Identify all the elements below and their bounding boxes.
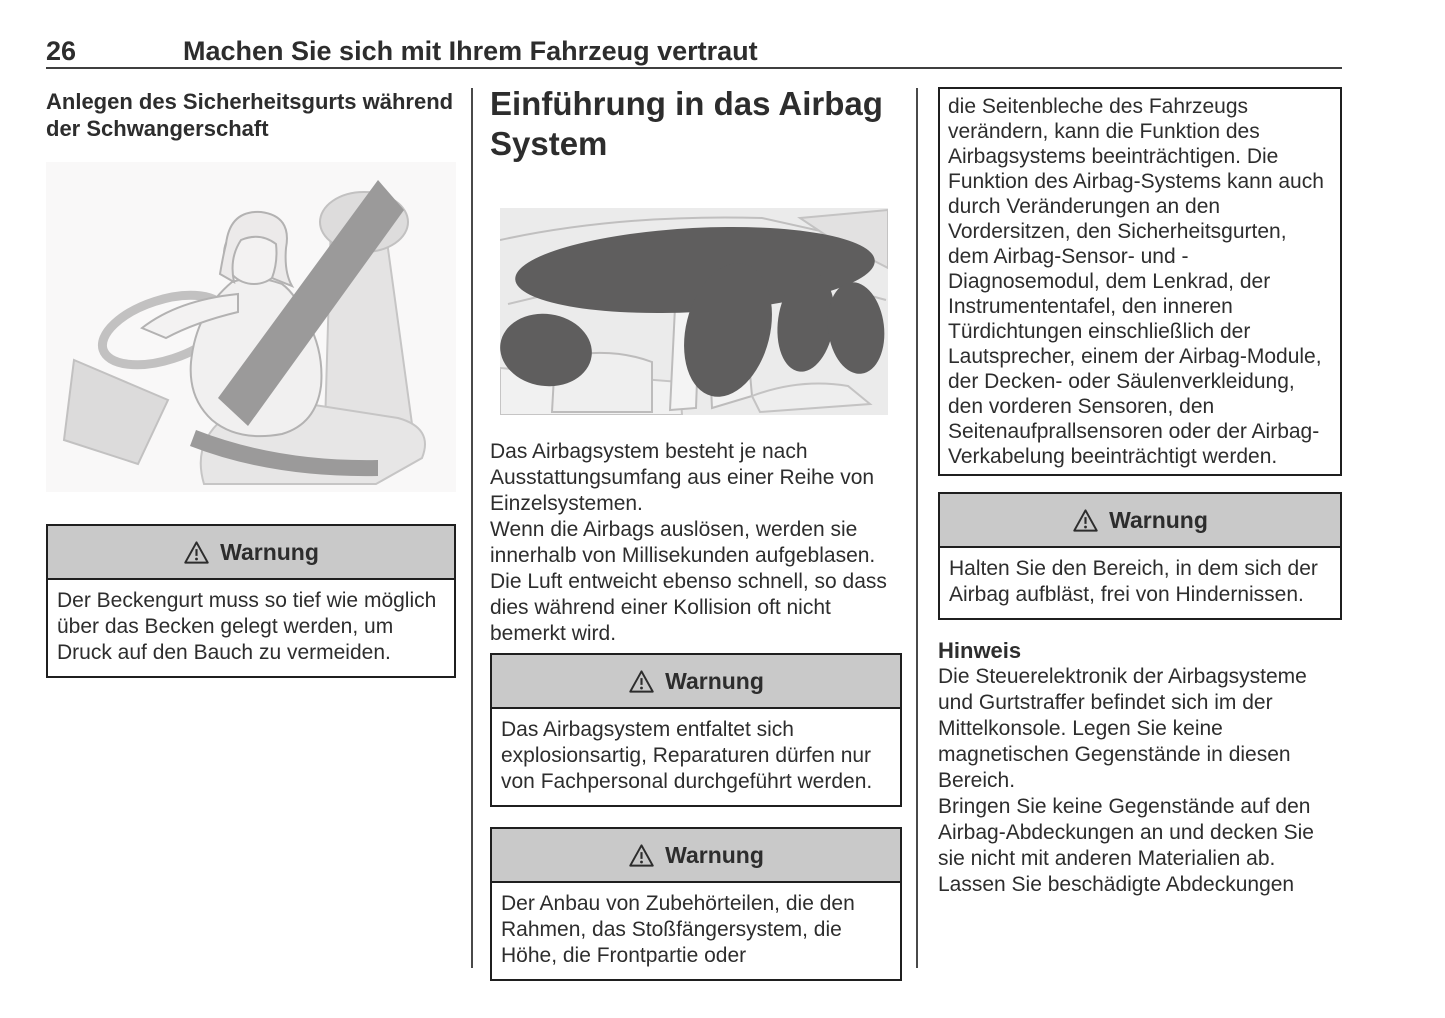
column-right <box>938 87 1342 898</box>
header-rule <box>46 67 1342 69</box>
paragraph: Das Airbagsystem besteht je nach Ausstattungsumfang aus einer Reihe von Einzelsystemen. <box>490 440 875 515</box>
warning-box-explosive-deployment <box>490 653 902 807</box>
warning-title: Warnung <box>665 668 764 694</box>
note-heading: Hinweis <box>938 638 1022 663</box>
warning-header <box>492 829 900 883</box>
warning-continuation-text: die Seitenbleche des Fahrzeugs verändern, kann die Funktion des Airbagsystems beeinträchtigen. Die Funktion des Airbag-Systems kann auch durch Veränderungen an den Vordersitzen, den Sicherheitsgurten, dem Airbag-Sensor- und -Diagnosemodul, dem Lenkrad, der Instrumententafel, den inneren Türdichtungen einschließlich der Lautsprecher, einem der Airbag-Module, der Decken- oder Säulenverkleidung, den vorderen Sensoren, den Seitenaufprallsensoren oder der Airbag-Verkabelung beeinträchtigt werden. <box>938 87 1342 476</box>
page-number: 26 <box>46 36 77 66</box>
warning-title: Warnung <box>1109 507 1208 533</box>
note-text <box>938 664 1342 898</box>
warning-header <box>940 494 1340 548</box>
section-heading-seatbelt-pregnancy: Anlegen des Sicherheitsgurts während der Schwangerschaft <box>46 89 454 141</box>
warning-triangle-icon <box>628 669 655 694</box>
chapter-title: Machen Sie sich mit Ihrem Fahrzeug vertraut <box>183 36 758 66</box>
warning-header <box>492 655 900 709</box>
column-left <box>46 88 456 678</box>
warning-text: Das Airbagsystem entfaltet sich explosionsartig, Reparaturen dürfen nur von Fachpersonal durchgeführt werden. <box>501 718 873 793</box>
section-heading-airbag-system: Einführung in das Airbag System <box>490 85 883 162</box>
warning-title: Warnung <box>220 539 319 565</box>
column-divider-right <box>916 88 918 968</box>
column-divider-left <box>471 88 473 968</box>
paragraph: Wenn die Airbags auslösen, werden sie innerhalb von Millisekunden aufgeblasen. Die Luft entweicht ebenso schnell, so dass dies während einer Kollision oft nicht bemerkt wird. <box>490 518 887 645</box>
warning-box-inflation-zone <box>938 492 1342 620</box>
warning-text: Halten Sie den Bereich, in dem sich der Airbag aufbläst, frei von Hindernissen. <box>949 557 1318 606</box>
airbag-system-illustration <box>500 208 888 415</box>
warning-triangle-icon <box>1072 508 1099 533</box>
warning-text: Der Anbau von Zubehörteilen, die den Rahmen, das Stoßfängersystem, die Höhe, die Frontpartie oder <box>501 892 855 967</box>
paragraph: Bringen Sie keine Gegenstände auf den Airbag-Abdeckungen an und decken Sie sie nicht mit anderen Materialien ab. Lassen Sie beschädigte Abdeckungen <box>938 795 1314 896</box>
warning-triangle-icon <box>183 540 210 565</box>
airbag-intro-text <box>490 439 902 647</box>
warning-triangle-icon <box>628 843 655 868</box>
pregnant-woman-seatbelt-illustration <box>46 162 456 492</box>
warning-title: Warnung <box>665 842 764 868</box>
warning-header <box>48 526 454 580</box>
warning-text: Der Beckengurt muss so tief wie möglich über das Becken gelegt werden, um Druck auf den Bauch zu vermeiden. <box>57 589 437 664</box>
paragraph: Die Steuerelektronik der Airbagsysteme und Gurtstraffer befindet sich im der Mittelkonsole. Legen Sie keine magnetischen Gegenstände in diesen Bereich. <box>938 665 1307 792</box>
column-middle <box>490 84 902 981</box>
warning-box-accessories <box>490 827 902 981</box>
warning-box-lap-belt <box>46 524 456 678</box>
